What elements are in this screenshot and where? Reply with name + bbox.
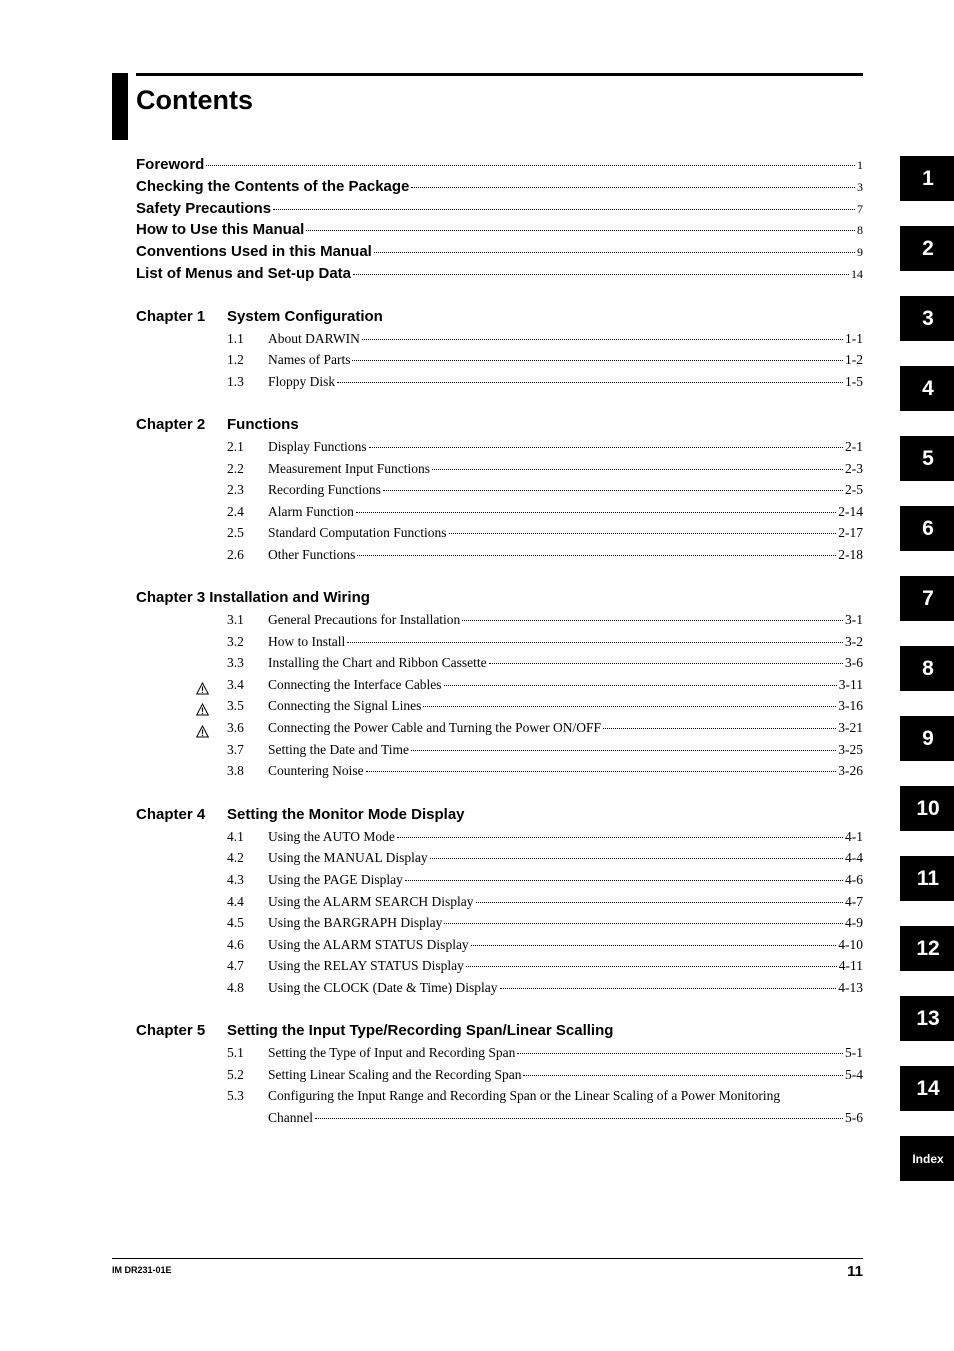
- section-title: Using the ALARM SEARCH Display: [268, 894, 474, 909]
- chapter-label: Chapter 5: [136, 1022, 206, 1039]
- chapter-heading-2[interactable]: [136, 415, 299, 435]
- section-page: 3-11: [838, 677, 863, 692]
- dot-leader: [444, 685, 837, 686]
- warning-icon: [196, 725, 209, 738]
- section-number: 2.3: [227, 482, 244, 497]
- section-page: 3-2: [845, 634, 863, 649]
- section-number: 5.2: [227, 1067, 244, 1082]
- footer-rule: [112, 1258, 863, 1259]
- chapter-tab-5[interactable]: 5: [900, 436, 954, 481]
- section-page: 5-4: [845, 1067, 863, 1082]
- entry-title: How to Use this Manual: [136, 221, 305, 238]
- section-page: 5-1: [845, 1045, 863, 1060]
- section-number: 4.7: [227, 958, 244, 973]
- section-title: Connecting the Interface Cables: [268, 677, 442, 692]
- section-number: 1.3: [227, 374, 244, 389]
- dot-leader: [315, 1118, 843, 1119]
- dot-leader: [444, 923, 843, 924]
- entry-title: Safety Precautions: [136, 200, 272, 217]
- dot-leader: [383, 490, 843, 491]
- section-page: 4-6: [845, 872, 863, 887]
- dot-leader: [362, 339, 843, 340]
- dot-leader: [466, 966, 837, 967]
- chapter-tab-2[interactable]: 2: [900, 226, 954, 271]
- entry-title: Foreword: [136, 156, 205, 173]
- section-page: 2-1: [845, 439, 863, 454]
- dot-leader: [411, 750, 836, 751]
- section-page: 4-13: [838, 980, 863, 995]
- section-number: 4.8: [227, 980, 244, 995]
- toc-section-3-3[interactable]: [227, 654, 863, 672]
- section-page: 4-7: [845, 894, 863, 909]
- section-number: 3.4: [227, 677, 244, 692]
- toc-section-3-2[interactable]: [227, 633, 863, 651]
- entry-title: Conventions Used in this Manual: [136, 243, 372, 260]
- chapter-heading-4[interactable]: [136, 805, 465, 825]
- chapter-tab-8[interactable]: 8: [900, 646, 954, 691]
- section-title: How to Install: [268, 634, 346, 649]
- toc-entry-conventions[interactable]: [136, 242, 863, 262]
- section-title: Using the RELAY STATUS Display: [268, 958, 464, 973]
- dot-leader: [430, 858, 843, 859]
- dot-leader: [357, 555, 836, 556]
- section-number: 5.3: [227, 1088, 244, 1103]
- dot-leader: [423, 706, 836, 707]
- chapter-tab-14[interactable]: 14: [900, 1066, 954, 1111]
- section-page: 2-18: [838, 547, 863, 562]
- dot-leader: [405, 880, 843, 881]
- dot-leader: [369, 447, 843, 448]
- chapter-label: Chapter 4: [136, 806, 206, 823]
- toc-section-1-2[interactable]: [227, 351, 863, 369]
- section-number: 3.7: [227, 742, 244, 757]
- entry-page: 14: [851, 267, 863, 281]
- toc-entry-checking-contents[interactable]: [136, 177, 863, 197]
- footer-doc-id: IM DR231-01E: [112, 1265, 172, 1275]
- toc-section-2-2[interactable]: [227, 460, 863, 478]
- toc-entry-list-of-menus[interactable]: [136, 264, 863, 284]
- section-title: Using the PAGE Display: [268, 872, 403, 887]
- toc-section-2-3[interactable]: [227, 481, 863, 499]
- title-rule: [136, 73, 863, 76]
- dot-leader: [432, 469, 843, 470]
- chapter-tab-1[interactable]: 1: [900, 156, 954, 201]
- section-title: Installing the Chart and Ribbon Cassette: [268, 655, 487, 670]
- section-number: 1.1: [227, 331, 244, 346]
- toc-section-4-1[interactable]: [227, 828, 863, 846]
- toc-section-5-1[interactable]: [227, 1044, 863, 1062]
- toc-section-4-7[interactable]: [227, 957, 863, 975]
- toc-section-2-4[interactable]: [227, 503, 863, 521]
- section-title: Using the ALARM STATUS Display: [268, 937, 469, 952]
- section-page: 1-5: [845, 374, 863, 389]
- chapter-heading-1[interactable]: [136, 307, 383, 327]
- entry-page: 3: [857, 180, 863, 194]
- section-title: Recording Functions: [268, 482, 381, 497]
- entry-page: 1: [857, 158, 863, 172]
- section-title: Setting the Date and Time: [268, 742, 409, 757]
- toc-section-5-3-continued[interactable]: [268, 1109, 863, 1127]
- section-number: 3.6: [227, 720, 244, 735]
- chapter-label: Chapter 3: [136, 589, 206, 606]
- section-number: 4.6: [227, 937, 244, 952]
- section-page: 4-1: [845, 829, 863, 844]
- dot-leader: [206, 165, 855, 166]
- chapter-title: System Configuration: [227, 308, 383, 325]
- chapter-tab-6[interactable]: 6: [900, 506, 954, 551]
- dot-leader: [353, 274, 849, 275]
- section-title: Using the MANUAL Display: [268, 850, 428, 865]
- section-title: Names of Parts: [268, 352, 351, 367]
- toc-entry-how-to-use[interactable]: [136, 220, 863, 240]
- entry-title: List of Menus and Set-up Data: [136, 265, 352, 282]
- dot-leader: [523, 1075, 843, 1076]
- title-side-bar: [112, 73, 128, 140]
- section-number: 5.1: [227, 1045, 244, 1060]
- section-number: 4.2: [227, 850, 244, 865]
- dot-leader: [273, 209, 855, 210]
- toc-section-3-8[interactable]: [227, 762, 863, 780]
- section-page: 4-4: [845, 850, 863, 865]
- section-number: 2.1: [227, 439, 244, 454]
- warning-icon: [196, 703, 209, 716]
- toc-section-4-6[interactable]: [227, 936, 863, 954]
- toc-section-3-7[interactable]: [227, 741, 863, 759]
- section-title: Display Functions: [268, 439, 367, 454]
- section-number: 2.6: [227, 547, 244, 562]
- section-page: 1-2: [845, 352, 863, 367]
- chapter-heading-3[interactable]: [136, 588, 370, 608]
- toc-entry-foreword[interactable]: [136, 155, 863, 175]
- chapter-title: Installation and Wiring: [209, 589, 370, 606]
- section-page: 3-21: [838, 720, 863, 735]
- toc-section-2-1[interactable]: [227, 438, 863, 456]
- dot-leader: [603, 728, 836, 729]
- toc-entry-safety-precautions[interactable]: [136, 199, 863, 219]
- page-title: Contents: [136, 85, 253, 115]
- entry-page: 7: [857, 202, 863, 216]
- section-number: 4.3: [227, 872, 244, 887]
- chapter-tab-12[interactable]: 12: [900, 926, 954, 971]
- dot-leader: [411, 187, 855, 188]
- chapter-tab-7[interactable]: 7: [900, 576, 954, 621]
- chapter-title: Setting the Input Type/Recording Span/Linear Scalling: [227, 1022, 614, 1039]
- section-page: 1-1: [845, 331, 863, 346]
- warning-icon: [196, 682, 209, 695]
- toc-section-3-6[interactable]: [227, 719, 863, 737]
- section-title: Standard Computation Functions: [268, 525, 447, 540]
- dot-leader: [449, 533, 837, 534]
- section-number: 4.1: [227, 829, 244, 844]
- toc-section-3-4[interactable]: [227, 676, 863, 694]
- section-page: 3-6: [845, 655, 863, 670]
- section-title: Other Functions: [268, 547, 356, 562]
- section-title: Using the BARGRAPH Display: [268, 915, 443, 930]
- section-title: Alarm Function: [268, 504, 354, 519]
- chapter-tab-10[interactable]: 10: [900, 786, 954, 831]
- section-title: General Precautions for Installation: [268, 612, 461, 627]
- chapter-tab-9[interactable]: 9: [900, 716, 954, 761]
- section-title: Setting Linear Scaling and the Recording Span: [268, 1067, 522, 1082]
- section-title: Connecting the Power Cable and Turning the Power ON/OFF: [268, 720, 601, 735]
- dot-leader: [397, 837, 843, 838]
- section-title: Floppy Disk: [268, 374, 336, 389]
- chapter-tab-3[interactable]: 3: [900, 296, 954, 341]
- section-title: Using the AUTO Mode: [268, 829, 395, 844]
- section-page: 2-17: [838, 525, 863, 540]
- chapter-tab-13[interactable]: 13: [900, 996, 954, 1041]
- dot-leader: [366, 771, 837, 772]
- section-number: 1.2: [227, 352, 244, 367]
- chapter-tab-4[interactable]: 4: [900, 366, 954, 411]
- toc-section-4-4[interactable]: [227, 893, 863, 911]
- toc-section-1-3[interactable]: [227, 373, 863, 391]
- section-number: 3.3: [227, 655, 244, 670]
- dot-leader: [337, 382, 843, 383]
- section-number: 2.5: [227, 525, 244, 540]
- entry-title: Checking the Contents of the Package: [136, 178, 410, 195]
- section-title: Connecting the Signal Lines: [268, 698, 422, 713]
- toc-section-4-8[interactable]: [227, 979, 863, 997]
- section-number: 2.4: [227, 504, 244, 519]
- section-title: Configuring the Input Range and Recording Span or the Linear Scaling of a Power Monitoring: [268, 1088, 781, 1103]
- section-title: Measurement Input Functions: [268, 461, 430, 476]
- dot-leader: [374, 252, 855, 253]
- section-number: 4.5: [227, 915, 244, 930]
- section-number: 4.4: [227, 894, 244, 909]
- toc-section-1-1[interactable]: [227, 330, 863, 348]
- section-title: Using the CLOCK (Date & Time) Display: [268, 980, 498, 995]
- section-page: 3-26: [838, 763, 863, 778]
- section-number: 2.2: [227, 461, 244, 476]
- section-number: 3.8: [227, 763, 244, 778]
- toc-section-4-5[interactable]: [227, 914, 863, 932]
- chapter-tab-11[interactable]: 11: [900, 856, 954, 901]
- chapter-title: Functions: [227, 416, 299, 433]
- toc-section-2-5[interactable]: [227, 524, 863, 542]
- section-page: 2-3: [845, 461, 863, 476]
- section-title-continued: Channel: [268, 1110, 313, 1125]
- dot-leader: [347, 642, 843, 643]
- section-page: 3-1: [845, 612, 863, 627]
- dot-leader: [352, 360, 843, 361]
- section-page: 2-5: [845, 482, 863, 497]
- chapter-heading-5[interactable]: [136, 1021, 613, 1041]
- dot-leader: [306, 230, 855, 231]
- toc-section-4-3[interactable]: [227, 871, 863, 889]
- toc-section-4-2[interactable]: [227, 849, 863, 867]
- section-number: 3.2: [227, 634, 244, 649]
- section-title: Countering Noise: [268, 763, 364, 778]
- section-page: 5-6: [845, 1110, 863, 1125]
- section-number: 3.5: [227, 698, 244, 713]
- section-title: About DARWIN: [268, 331, 360, 346]
- footer-page-number: 11: [847, 1263, 863, 1280]
- section-title: Setting the Type of Input and Recording Span: [268, 1045, 516, 1060]
- section-number: 3.1: [227, 612, 244, 627]
- dot-leader: [356, 512, 836, 513]
- toc-section-3-5[interactable]: [227, 697, 863, 715]
- toc-section-2-6[interactable]: [227, 546, 863, 564]
- chapter-label: Chapter 1: [136, 308, 206, 325]
- chapter-label: Chapter 2: [136, 416, 206, 433]
- section-page: 4-9: [845, 915, 863, 930]
- dot-leader: [462, 620, 843, 621]
- entry-page: 8: [857, 223, 863, 237]
- dot-leader: [471, 945, 837, 946]
- toc-section-5-3[interactable]: [227, 1087, 780, 1105]
- index-tab[interactable]: Index: [900, 1136, 954, 1181]
- dot-leader: [500, 988, 837, 989]
- toc-section-3-1[interactable]: [227, 611, 863, 629]
- chapter-title: Setting the Monitor Mode Display: [227, 806, 465, 823]
- section-page: 4-11: [838, 958, 863, 973]
- toc-section-5-2[interactable]: [227, 1066, 863, 1084]
- dot-leader: [489, 663, 843, 664]
- section-page: 3-16: [838, 698, 863, 713]
- section-page: 3-25: [838, 742, 863, 757]
- section-page: 2-14: [838, 504, 863, 519]
- entry-page: 9: [857, 245, 863, 259]
- section-page: 4-10: [838, 937, 863, 952]
- dot-leader: [517, 1053, 843, 1054]
- dot-leader: [476, 902, 843, 903]
